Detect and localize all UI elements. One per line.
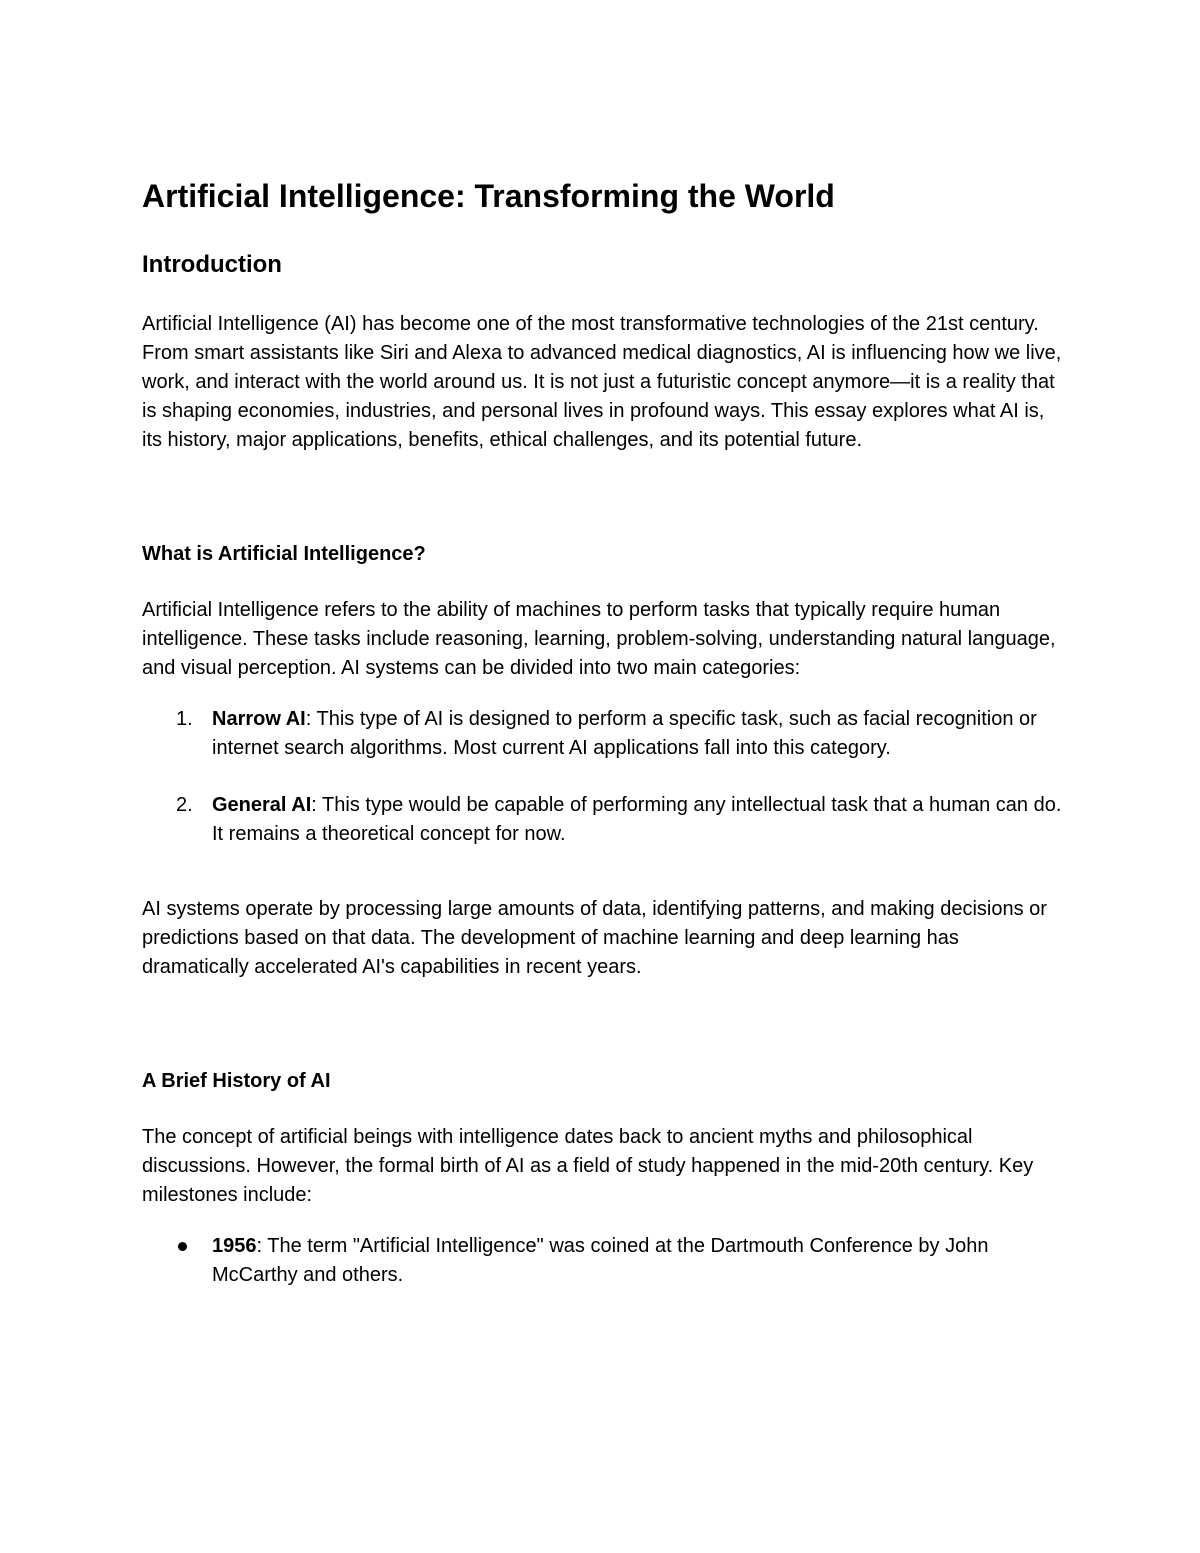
document-page <box>142 176 1062 1290</box>
what-is-ai-heading: What is Artificial Intelligence? <box>142 543 426 565</box>
list-term: Narrow AI <box>212 708 306 730</box>
milestone-year: 1956 <box>212 1235 257 1257</box>
history-paragraph: The concept of artificial beings with intelligence dates back to ancient myths and philosophical discussions. However, the formal birth of AI as a field of study happened in the mid-20th century. Key milestones include: <box>142 1126 1034 1206</box>
list-item <box>176 791 1062 849</box>
list-description: : This type of AI is designed to perform a specific task, such as facial recognition or internet search algorithms. Most current AI applications fall into this category. <box>212 708 1037 759</box>
document-title: Artificial Intelligence: Transforming the World <box>142 178 835 214</box>
ai-types-list <box>142 705 1062 849</box>
bullet-icon <box>178 1242 187 1251</box>
list-item <box>212 1232 1062 1290</box>
list-number: 2. <box>176 794 193 816</box>
list-term: General AI <box>212 794 312 816</box>
list-description: : This type would be capable of performing any intellectual task that a human can do. It remains a theoretical concept for now. <box>212 794 1062 845</box>
milestones-list <box>142 1232 1062 1290</box>
ai-operation-paragraph: AI systems operate by processing large amounts of data, identifying patterns, and making decisions or predictions based on that data. The development of machine learning and deep learning has dramatically accelerated AI's capabilities in recent years. <box>142 898 1047 978</box>
introduction-paragraph: Artificial Intelligence (AI) has become one of the most transformative technologies of the 21st century. From smart assistants like Siri and Alexa to advanced medical diagnostics, AI is influencing how we live, work, and interact with the world around us. It is not just a futuristic concept anymore—it is a reality that is shaping economies, industries, and personal lives in profound ways. This essay explores what AI is, its history, major applications, benefits, ethical challenges, and its potential future. <box>142 313 1062 451</box>
introduction-heading: Introduction <box>142 251 282 278</box>
list-item <box>176 705 1062 763</box>
history-heading: A Brief History of AI <box>142 1070 331 1092</box>
what-is-ai-paragraph: Artificial Intelligence refers to the ability of machines to perform tasks that typically require human intelligence. These tasks include reasoning, learning, problem-solving, understanding natural language, and visual perception. AI systems can be divided into two main categories: <box>142 599 1056 679</box>
milestone-description: : The term "Artificial Intelligence" was coined at the Dartmouth Conference by John McCarthy and others. <box>212 1235 989 1286</box>
list-number: 1. <box>176 708 193 730</box>
